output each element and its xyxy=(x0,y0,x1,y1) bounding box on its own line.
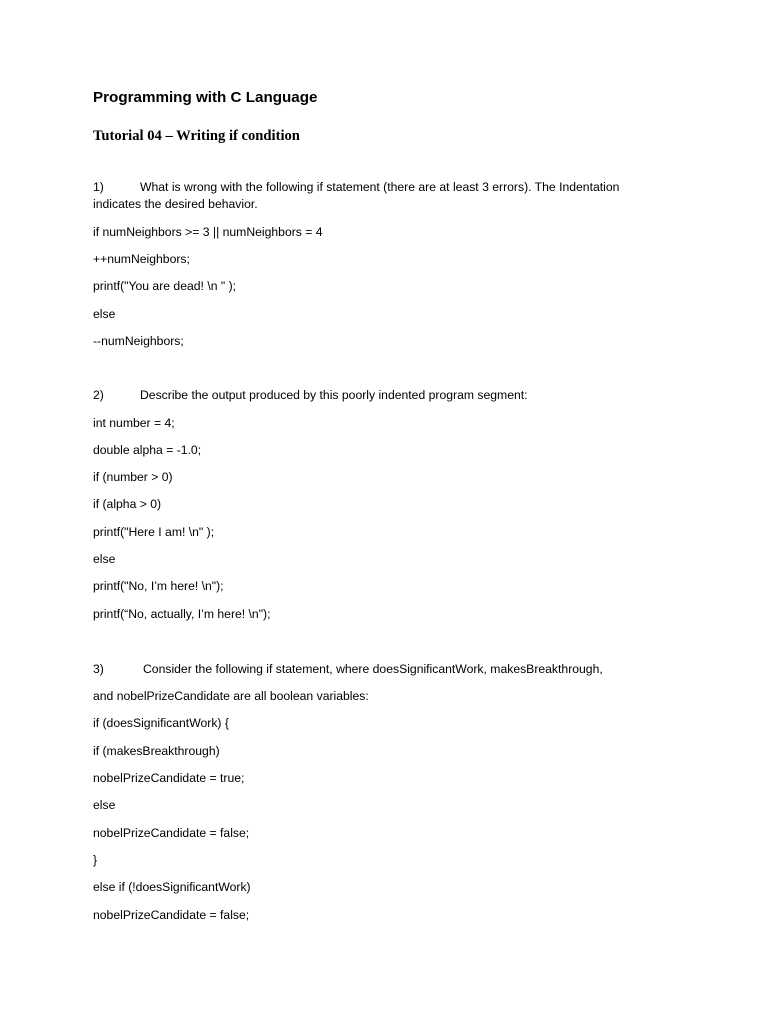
question-2-code-line: if (alpha > 0) xyxy=(93,497,162,511)
question-3-number: 3) xyxy=(93,662,104,676)
question-1-code-line: printf("You are dead! \n " ); xyxy=(93,279,237,293)
question-3-code-line: nobelPrizeCandidate = false; xyxy=(93,826,250,840)
question-2-prompt: Describe the output produced by this poorly indented program segment: xyxy=(140,388,528,402)
question-1-prompt-line-2: indicates the desired behavior. xyxy=(93,197,258,211)
document-title: Programming with C Language xyxy=(93,89,318,106)
question-2-code-line: double alpha = -1.0; xyxy=(93,443,202,457)
question-2-code-line: printf("No, I’m here! \n"); xyxy=(93,579,224,593)
question-3-code-line: nobelPrizeCandidate = true; xyxy=(93,771,245,785)
question-1-code-line: else xyxy=(93,307,116,321)
question-1-code-line: if numNeighbors >= 3 || numNeighbors = 4 xyxy=(93,225,323,239)
question-3-code-line: if (doesSignificantWork) { xyxy=(93,716,229,730)
question-1-prompt-text: What is wrong with the following if statement (there are at least 3 errors). The Indentation xyxy=(140,180,620,194)
question-1-number: 1) xyxy=(93,180,104,194)
document-subtitle: Tutorial 04 – Writing if condition xyxy=(93,128,300,144)
question-1-code-line: --numNeighbors; xyxy=(93,334,184,348)
question-2-code-line: if (number > 0) xyxy=(93,470,173,484)
question-3-prompt-line-2: and nobelPrizeCandidate are all boolean variables: xyxy=(93,689,369,703)
question-3-code-line: if (makesBreakthrough) xyxy=(93,744,220,758)
question-1-code-line: ++numNeighbors; xyxy=(93,252,190,266)
question-2-code-line: printf("Here I am! \n" ); xyxy=(93,525,215,539)
question-3-prompt-line-1: Consider the following if statement, where doesSignificantWork, makesBreakthrough, xyxy=(143,662,603,676)
question-3-code-line: nobelPrizeCandidate = false; xyxy=(93,908,250,922)
question-2-code-line: int number = 4; xyxy=(93,416,175,430)
question-3-code-line: else if (!doesSignificantWork) xyxy=(93,880,251,894)
question-2-number: 2) xyxy=(93,388,104,402)
question-1-prompt-line-1 xyxy=(93,179,677,195)
question-2-code-line: else xyxy=(93,552,116,566)
question-3-code-line: } xyxy=(93,853,98,867)
question-3-code-line: else xyxy=(93,798,116,812)
question-2-code-line: printf(“No, actually, I’m here! \n"); xyxy=(93,607,271,621)
